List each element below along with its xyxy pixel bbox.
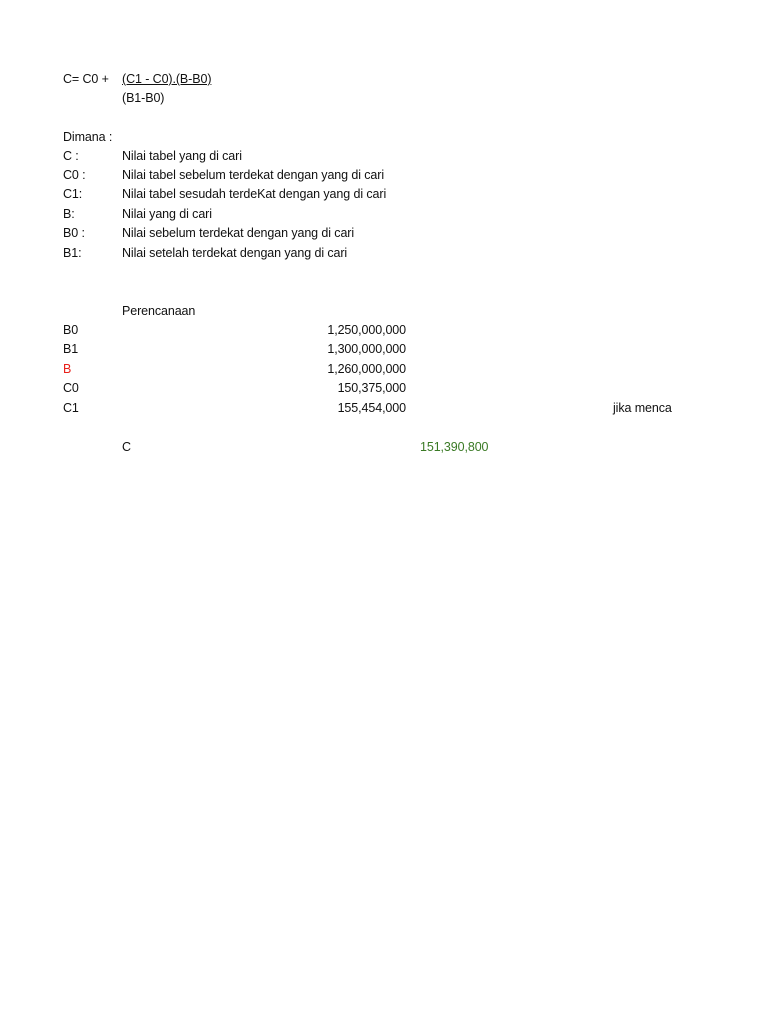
legend-description: Nilai yang di cari <box>122 207 212 221</box>
calc-value-b0: 1,250,000,000 <box>327 323 406 337</box>
legend-symbol: C : <box>63 149 79 163</box>
calc-note: jika menca <box>613 401 672 415</box>
legend-description: Nilai tabel sesudah terdeKat dengan yang di cari <box>122 187 387 201</box>
legend-description: Nilai tabel yang di cari <box>122 149 242 163</box>
legend-description: Nilai sebelum terdekat dengan yang di cari <box>122 226 355 240</box>
calc-label-b1: B1 <box>63 342 79 356</box>
legend-heading: Dimana : <box>63 130 113 144</box>
calc-label-b: B <box>63 362 72 376</box>
calc-label-b0: B0 <box>63 323 79 337</box>
calc-heading: Perencanaan <box>122 304 196 318</box>
calc-value-b1: 1,300,000,000 <box>327 342 406 356</box>
legend-symbol: B: <box>63 207 75 221</box>
calc-label-c1: C1 <box>63 401 79 415</box>
calc-label-c0: C0 <box>63 381 79 395</box>
result-value: 151,390,800 <box>420 440 489 454</box>
formula-denominator: (B1-B0) <box>122 91 165 105</box>
legend-description: Nilai tabel sebelum terdekat dengan yang di cari <box>122 168 385 182</box>
legend-symbol: B0 : <box>63 226 85 240</box>
legend-symbol: B1: <box>63 246 82 260</box>
calc-value-c1: 155,454,000 <box>337 401 406 415</box>
legend-description: Nilai setelah terdekat dengan yang di cari <box>122 246 348 260</box>
formula-lhs: C= C0 + <box>63 72 109 86</box>
formula-numerator: (C1 - C0).(B-B0) <box>122 72 212 86</box>
legend-symbol: C1: <box>63 187 83 201</box>
result-label: C <box>122 440 131 454</box>
calc-value-b: 1,260,000,000 <box>327 362 406 376</box>
legend-symbol: C0 : <box>63 168 86 182</box>
calc-value-c0: 150,375,000 <box>337 381 406 395</box>
